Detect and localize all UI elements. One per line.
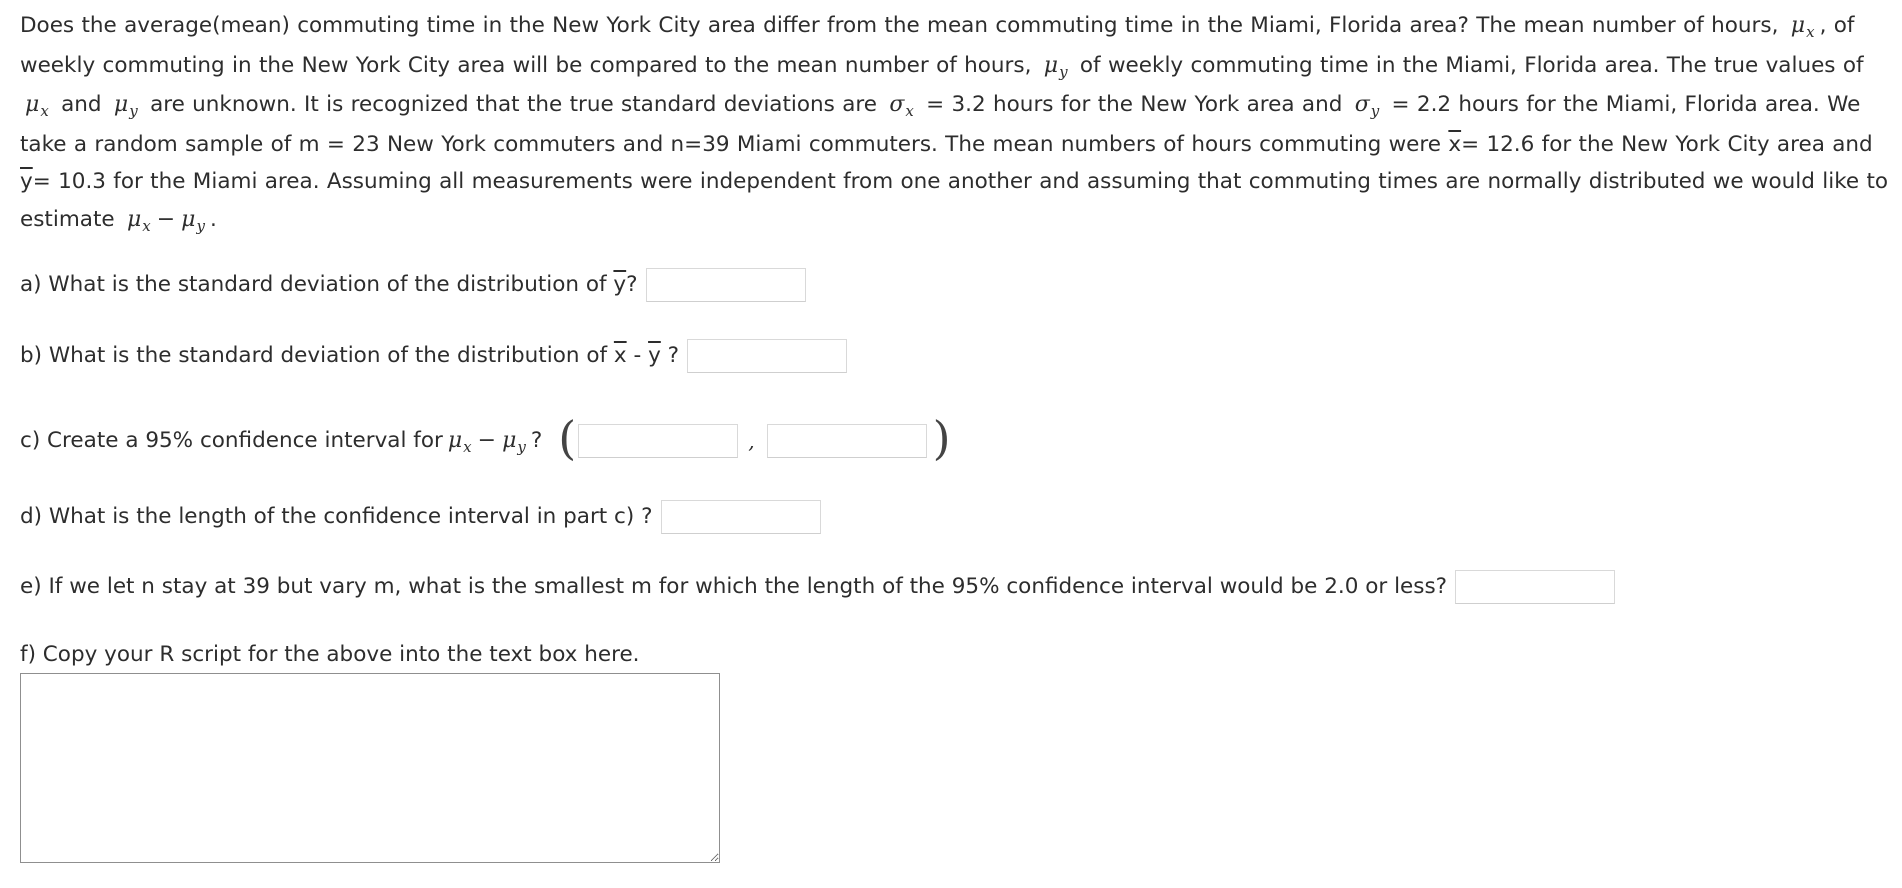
- math-sigma-y: $\sigma_y$: [1354, 92, 1380, 120]
- math-y-bar: $\overline{y}$: [613, 272, 627, 297]
- math-mu-y: $\mu_y$: [1043, 52, 1068, 81]
- answer-e-input[interactable]: [1455, 570, 1615, 604]
- answer-a-input[interactable]: [646, 268, 806, 302]
- math-sigma-x: $\sigma_x$: [889, 92, 914, 120]
- math-x-bar: $\overline{x}$: [1448, 131, 1462, 157]
- answer-b-input[interactable]: [687, 339, 847, 373]
- question-b: b) What is the standard deviation of the distribution of $\overline{x}$ - $\overline{y}$ ?: [20, 339, 847, 373]
- math-y-bar: $\overline{y}$: [648, 343, 661, 368]
- math-mu-x: $\mu_x$: [1790, 13, 1815, 41]
- answer-c-upper-input[interactable]: [767, 424, 927, 458]
- open-paren: (: [558, 411, 577, 465]
- question-e: e) If we let n stay at 39 but vary m, what is the smallest m for which the length of the 95% confidence interval would be 2.0 or less?: [20, 570, 1615, 604]
- math-mu-x-minus-mu-y: $\mu_x - \mu_y$: [447, 427, 526, 456]
- question-f: f) Copy your R script for the above into the text box here.: [20, 642, 640, 667]
- math-mu-x: $\mu_x$: [25, 92, 49, 120]
- answer-c-lower-input[interactable]: [578, 424, 738, 458]
- math-mu-x-minus-mu-y: $\mu_x - \mu_y$: [126, 206, 205, 235]
- math-y-bar: $\overline{y}$: [20, 169, 33, 194]
- close-paren: ): [932, 411, 951, 465]
- problem-statement: Does the average(mean) commuting time in the New York City area differ from the mean commuting time in the Miami, Florida area? The mean number of hours, $\mu_x$ , of weekly commuting in the New York City area will be compared to the mean number of hours, $\mu_y$ of weekly commuting time in the Miami, Florida area. The true values of $\mu_x$ and $\mu_y$ are unknown. It is recognized that the true standard deviations are $\sigma_x = 3.2$ hours for the New York area and $\sigma_y = 2.2$ hours for the Miami, Florida area. We take a random sample of m = 23 New York commuters and n=39 Miami commuters. The mean numbers of hours commuting were $\overline{x}= 12.6$ for the New York City area and $\overline{y}= 10.3$ for the Miami area. Assuming all measurements were independent from one another and assuming that commuting times are normally distributed we would like to estimate $\mu_x - \mu_y$ .: [20, 13, 1889, 235]
- interval-comma: ,: [748, 429, 755, 453]
- question-d: d) What is the length of the confidence interval in part c) ?: [20, 500, 821, 534]
- question-c: c) Create a 95% confidence interval for $\mu_x - \mu_y$ ? ( , ): [20, 411, 951, 465]
- question-page: [20, 0, 1890, 667]
- answer-d-input[interactable]: [661, 500, 821, 534]
- math-mu-y: $\mu_y$: [113, 92, 138, 120]
- r-script-textarea[interactable]: [20, 673, 720, 863]
- math-x-bar: $\overline{x}$: [613, 343, 627, 368]
- question-a: a) What is the standard deviation of the distribution of $\overline{y}$ ?: [20, 268, 806, 302]
